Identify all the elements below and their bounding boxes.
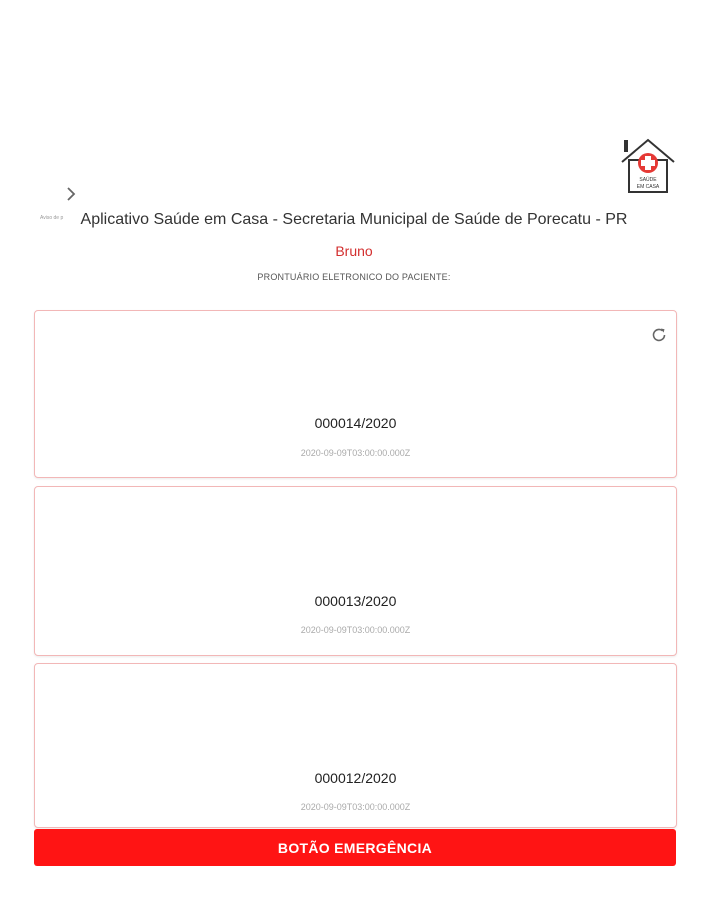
record-date: 2020-09-09T03:00:00.000Z	[300, 802, 411, 812]
refresh-icon[interactable]	[650, 326, 668, 344]
record-date: 2020-09-09T03:00:00.000Z	[300, 448, 411, 458]
svg-text:SAÚDE: SAÚDE	[639, 177, 657, 183]
record-card[interactable]	[34, 486, 677, 656]
truncated-label: Aviso de p	[40, 215, 64, 221]
app-logo	[618, 136, 678, 196]
record-number: 000014/2020	[314, 415, 397, 431]
record-number: 000012/2020	[314, 770, 397, 786]
record-card[interactable]	[34, 310, 677, 478]
chevron-right-icon[interactable]	[60, 183, 82, 205]
svg-text:EM CASA: EM CASA	[636, 184, 660, 190]
app-title: Aplicativo Saúde em Casa - Secretaria Municipal de Saúde de Porecatu - PR	[80, 211, 628, 228]
record-date: 2020-09-09T03:00:00.000Z	[300, 625, 411, 635]
record-number: 000013/2020	[314, 593, 397, 609]
section-label: PRONTUÁRIO ELETRONICO DO PACIENTE:	[257, 272, 451, 282]
emergency-button[interactable]: BOTÃO EMERGÊNCIA	[34, 829, 676, 866]
record-card[interactable]	[34, 663, 677, 828]
patient-name: Bruno	[335, 243, 373, 259]
